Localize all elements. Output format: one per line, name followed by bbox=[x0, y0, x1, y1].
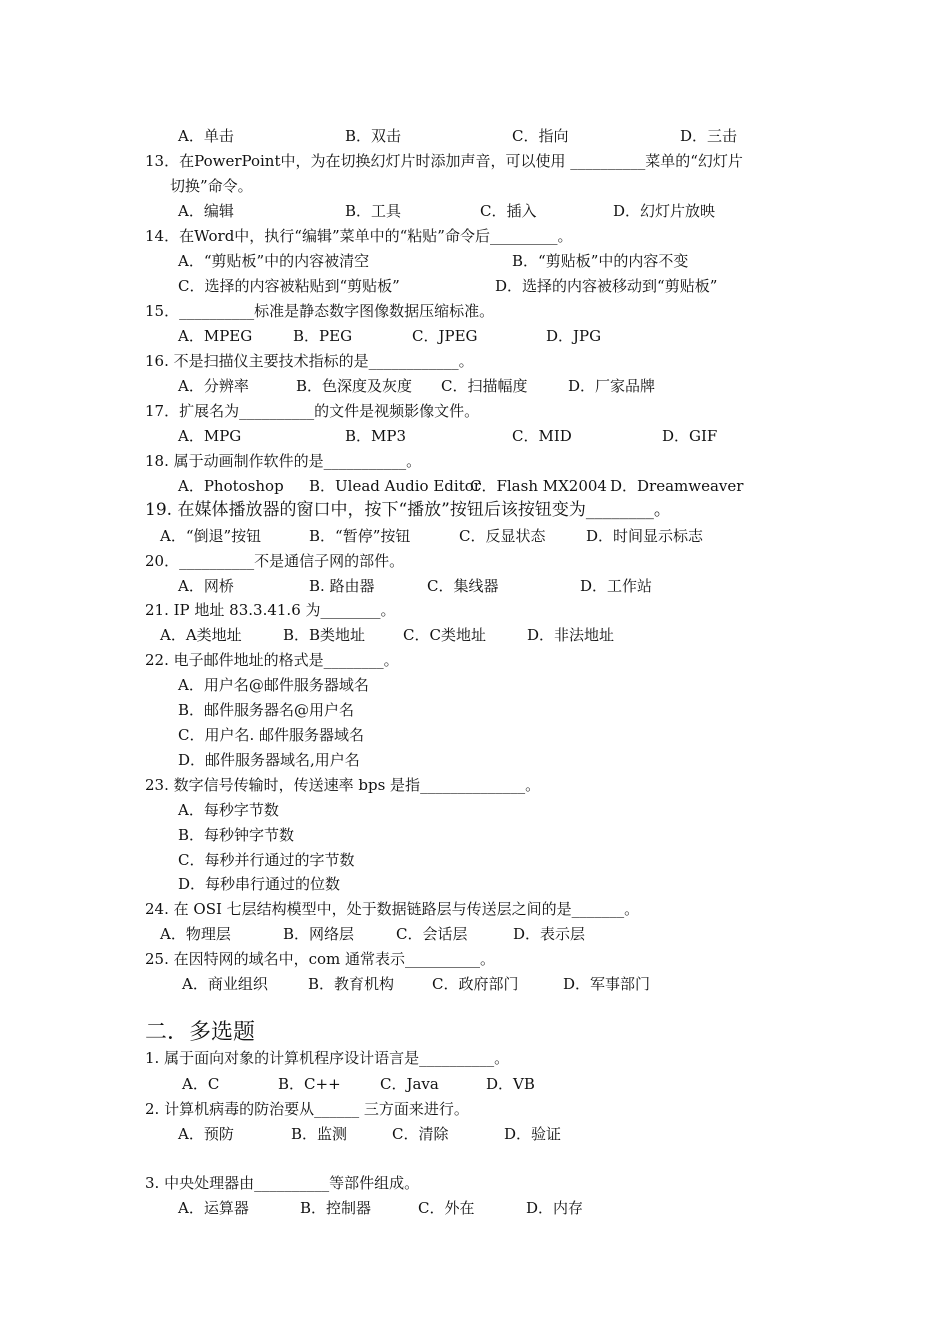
answer-option: A．商业组织 bbox=[182, 975, 268, 993]
answer-option: A．C bbox=[182, 1075, 220, 1093]
answer-option: C．MID bbox=[512, 427, 572, 445]
answer-option: A．单击 bbox=[178, 127, 234, 145]
answer-option: C．扫描幅度 bbox=[441, 377, 528, 395]
answer-option: A．“剪贴板”中的内容被清空 bbox=[178, 252, 370, 270]
answer-option: D．Dreamweaver bbox=[610, 477, 744, 495]
question-text: 21. IP 地址 83.3.41.6 为________。 bbox=[145, 601, 396, 619]
answer-option: B．教育机构 bbox=[308, 975, 395, 993]
answer-option: D．JPG bbox=[546, 327, 602, 345]
answer-option: C．JPEG bbox=[412, 327, 478, 345]
question-text: 19. 在媒体播放器的窗口中，按下“播放”按钮后该按钮变为________。 bbox=[145, 500, 671, 520]
answer-option: D．每秒串行通过的位数 bbox=[178, 875, 341, 893]
answer-option: C．集线器 bbox=[427, 577, 499, 595]
answer-option: B．工具 bbox=[345, 202, 402, 220]
answer-option: A．运算器 bbox=[178, 1199, 249, 1217]
question-text: 2. 计算机病毒的防治要从______ 三方面来进行。 bbox=[145, 1100, 469, 1118]
answer-option: B．Ulead Audio Editor bbox=[309, 477, 481, 495]
answer-option: D．幻灯片放映 bbox=[613, 202, 716, 220]
answer-option: B．控制器 bbox=[300, 1199, 372, 1217]
answer-option: A．分辨率 bbox=[178, 377, 249, 395]
answer-option: B．C++ bbox=[278, 1075, 341, 1093]
answer-option: C．C类地址 bbox=[403, 626, 486, 644]
question-text: 17．扩展名为__________的文件是视频影像文件。 bbox=[145, 402, 480, 420]
question-text: 13．在PowerPoint中，为在切换幻灯片时添加声音，可以使用 __________菜单的“幻灯片 bbox=[145, 152, 743, 170]
answer-option: D．非法地址 bbox=[527, 626, 615, 644]
question-text: 20．__________不是通信子网的部件。 bbox=[145, 552, 405, 570]
answer-option: A．用户名@邮件服务器域名 bbox=[178, 676, 369, 694]
answer-option: D．内存 bbox=[526, 1199, 584, 1217]
answer-option: B．PEG bbox=[293, 327, 353, 345]
question-text: 22. 电子邮件地址的格式是________。 bbox=[145, 651, 399, 669]
answer-option: B．B类地址 bbox=[283, 626, 366, 644]
answer-option: D．VB bbox=[486, 1075, 535, 1093]
question-text: 24. 在 OSI 七层结构模型中，处于数据链路层与传送层之间的是_______。 bbox=[145, 900, 640, 918]
answer-option: C．政府部门 bbox=[432, 975, 519, 993]
answer-option: A．Photoshop bbox=[178, 477, 284, 495]
answer-option: A．A类地址 bbox=[160, 626, 242, 644]
answer-option: C．指向 bbox=[512, 127, 569, 145]
answer-option: A．每秒字节数 bbox=[178, 801, 279, 819]
answer-option: A．物理层 bbox=[160, 925, 231, 943]
question-text: 16. 不是扫描仪主要技术指标的是____________。 bbox=[145, 352, 474, 370]
answer-option: D．邮件服务器域名,用户名 bbox=[178, 751, 360, 769]
answer-option: C．Java bbox=[380, 1075, 439, 1093]
answer-option: A．预防 bbox=[178, 1125, 234, 1143]
question-text: 14．在Word中，执行“编辑”菜单中的“粘贴”命令后_________。 bbox=[145, 227, 573, 245]
answer-option: A．编辑 bbox=[178, 202, 234, 220]
answer-option: B．每秒钟字节数 bbox=[178, 826, 295, 844]
answer-option: C．每秒并行通过的字节数 bbox=[178, 851, 355, 869]
answer-option: A．MPEG bbox=[178, 327, 253, 345]
answer-option: B. 路由器 bbox=[309, 577, 375, 595]
question-text: 1. 属于面向对象的计算机程序设计语言是__________。 bbox=[145, 1049, 510, 1067]
answer-option: C．清除 bbox=[392, 1125, 449, 1143]
question-text: 18. 属于动画制作软件的是___________。 bbox=[145, 452, 422, 470]
answer-option: C．选择的内容被粘贴到“剪贴板” bbox=[178, 277, 400, 295]
answer-option: D．表示层 bbox=[513, 925, 586, 943]
answer-option: D．工作站 bbox=[580, 577, 653, 595]
question-text: 3. 中央处理器由__________等部件组成。 bbox=[145, 1174, 420, 1192]
answer-option: C．用户名. 邮件服务器域名 bbox=[178, 726, 365, 744]
answer-option: D．时间显示标志 bbox=[586, 527, 704, 545]
section-heading: 二．多选题 bbox=[145, 1020, 256, 1045]
question-text: 25. 在因特网的域名中，com 通常表示__________。 bbox=[145, 950, 496, 968]
answer-option: D．GIF bbox=[662, 427, 718, 445]
answer-option: C．会话层 bbox=[396, 925, 468, 943]
answer-option: D．验证 bbox=[504, 1125, 562, 1143]
answer-option: A．“倒退”按钮 bbox=[160, 527, 262, 545]
answer-option: B．网络层 bbox=[283, 925, 355, 943]
answer-option: A．MPG bbox=[178, 427, 242, 445]
answer-option: C．插入 bbox=[480, 202, 537, 220]
answer-option: C．外在 bbox=[418, 1199, 475, 1217]
answer-option: B．监测 bbox=[291, 1125, 348, 1143]
answer-option: B．双击 bbox=[345, 127, 402, 145]
answer-option: B．“剪贴板”中的内容不变 bbox=[512, 252, 689, 270]
answer-option: C．反显状态 bbox=[459, 527, 546, 545]
answer-option: B．色深度及灰度 bbox=[296, 377, 413, 395]
question-text: 切换”命令。 bbox=[170, 177, 253, 195]
question-text: 23. 数字信号传输时，传送速率 bps 是指______________。 bbox=[145, 776, 541, 794]
answer-option: B．邮件服务器名@用户名 bbox=[178, 701, 355, 719]
answer-option: A．网桥 bbox=[178, 577, 234, 595]
answer-option: D．选择的内容被移动到“剪贴板” bbox=[495, 277, 718, 295]
answer-option: D．军事部门 bbox=[563, 975, 651, 993]
answer-option: B．“暂停”按钮 bbox=[309, 527, 411, 545]
answer-option: D．厂家品牌 bbox=[568, 377, 656, 395]
answer-option: C．Flash MX2004 bbox=[470, 477, 607, 495]
answer-option: D．三击 bbox=[680, 127, 738, 145]
answer-option: B．MP3 bbox=[345, 427, 407, 445]
question-text: 15．__________标准是静态数字图像数据压缩标准。 bbox=[145, 302, 495, 320]
